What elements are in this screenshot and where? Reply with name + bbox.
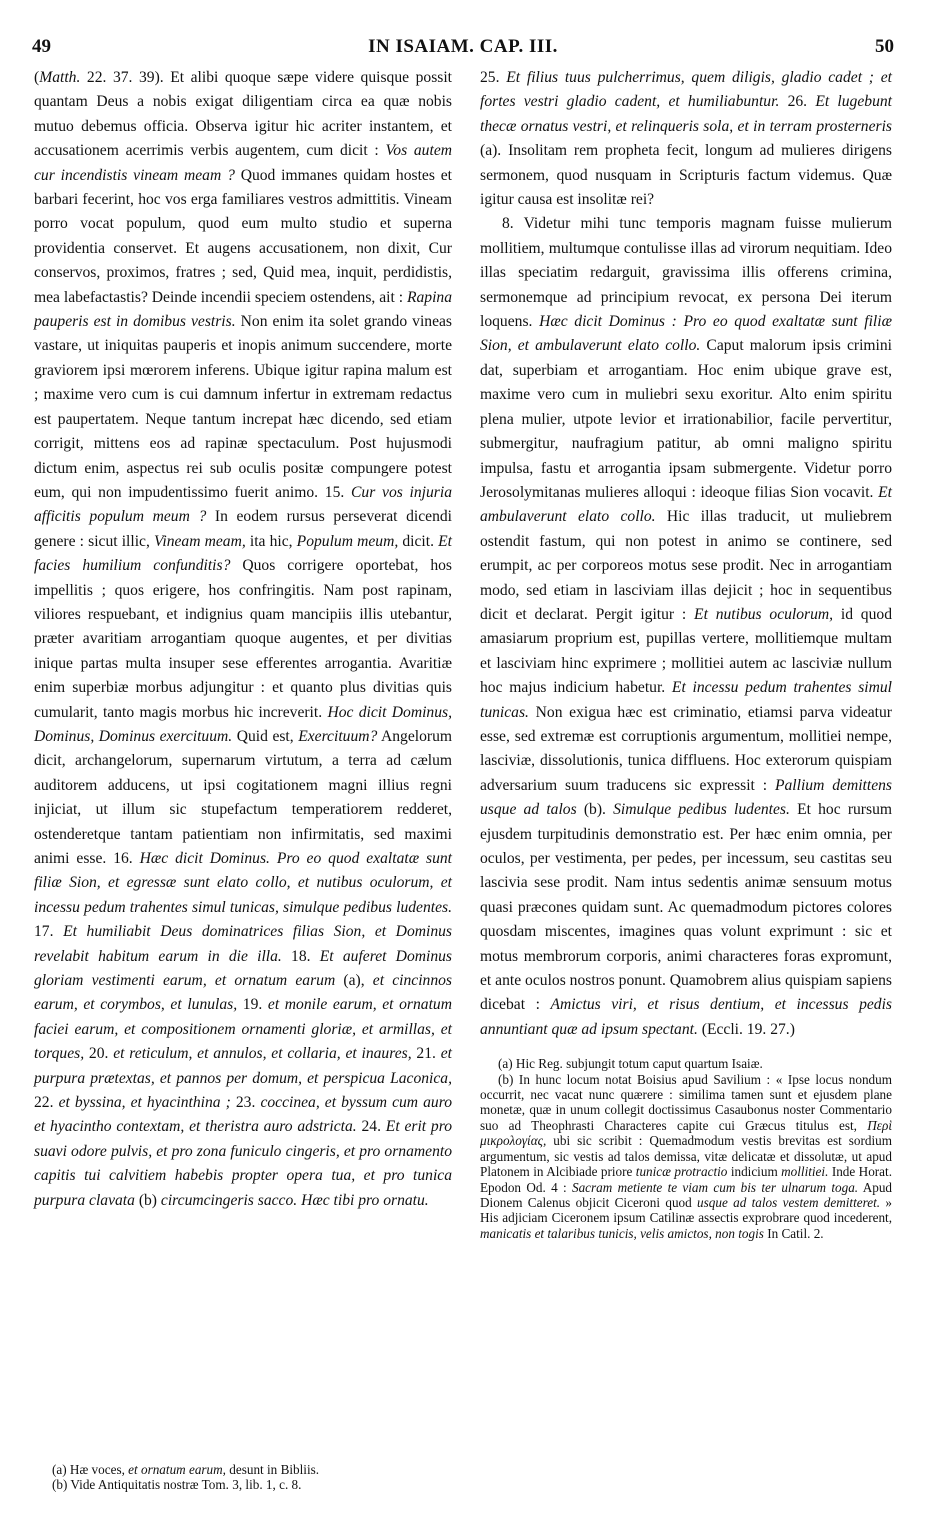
italic-run: Sacram metiente te viam cum bis ter ulnarum toga. — [571, 1179, 859, 1195]
italic-run: circumcingeris sacco. Hæc tibi pro ornatu. — [160, 1191, 429, 1209]
text-run: Apud Dionem Calenus objicit Ciceroni quod — [480, 1179, 893, 1210]
text-run: Non enim ita solet grando vineas vastare, ut iniquitas pauperis et inopis animum succendere, morte graviorem ipsi mœrorem inferens. Ubique igitur rapina malum est ; maxime vero cum is cui damnum infertur in extremam redactus est paupertatem. Neque tantum increpat hæc dicendo, sed etiam corrigit, mittens eos ad rapinæ spectaculum. Post hujusmodi dictum enim, aspectus rei sub oculis positæ compungere potest eum, qui non impudentissimo fuerit animo. 15. — [34, 313, 452, 501]
text-run: In eodem rursus perseverat dicendi genere : sicut illic, — [34, 508, 452, 550]
italic-run: et reticulum, et annulos, et collaria, et inaures, — [113, 1045, 412, 1063]
text-run: indicium — [727, 1164, 782, 1180]
text-run: ubi sic scribit : Quemadmodum vestis brevitas est sordium argumentum, sic vestis ad talos demissa, vitæ delicatæ et dissolutæ, ut apud Platonem in Alcibiade priore — [480, 1133, 892, 1180]
page-number-right: 50 — [875, 36, 894, 57]
text-run: (b) In hunc locum notat Boisius apud Savilium : « Ipse locus nondum occurrit, nec vacat nunc quærere : similima tamen sunt et ejusdem plane monetæ, quæ in unum collegit doctissimus Casaubonus noster Commentario suo ad Theophrasti Characteres capite cui Græcus titulus est, — [480, 1071, 892, 1133]
page-number-left: 49 — [32, 36, 51, 57]
italic-run: Et erit pro suavi odore pulvis, et pro zona funiculo cingeris, et pro ornamento capitis tui calvitiem habebis propter opera tua, et pro tunica purpura clavata — [34, 1118, 452, 1209]
text-run: (b) — [134, 1191, 161, 1209]
italic-run: Περὶ μικρολογίας, — [480, 1117, 892, 1149]
text-run: 8. Videtur mihi tunc temporis magnam fuisse mulierum mollitiem, multumque contulisse illas ad virorum nequitiam. Ideo illas speciatim redarguit, gravissima illis offerens crimina, sermonemque ad principium revocat, ex persona Dei iterum loquens. — [480, 215, 892, 331]
text-run: ita hic, — [245, 532, 297, 550]
right-footnotes — [480, 1056, 892, 1241]
text-run: 18. — [281, 947, 320, 965]
italic-run: Exercituum? — [298, 727, 378, 745]
right-paragraph-1 — [480, 66, 892, 212]
text-run: id quod amasiarum proprium est, pupillas vertere, mollitiemque multam et lasciviam hinc exprimere ; mollitiei autem ac lasciviæ nullum hoc majus indicium habetur. — [480, 605, 892, 697]
text-run: desunt in Bibliis. — [225, 1462, 320, 1477]
italic-run: Et nutibus oculorum, — [694, 605, 834, 623]
text-run: 22. 37. 39). Et alibi quoque sæpe videre quisque possit quantam Deus a nobis exigat diligentiam circa ea quæ nobis mutuo debemus officia. Observa igitur hic acriter instantem, et accusationem acerrimis verbis augentem, cum dicit : — [34, 69, 452, 160]
text-run: 26. — [779, 93, 816, 111]
italic-run: et monile earum, et ornatum faciei earum, et compositionem ornamenti gloriæ, et armillas, et torques, — [34, 996, 452, 1063]
italic-run: manicatis et talaribus tunicis, velis amictos, non togis — [480, 1225, 764, 1241]
italic-run: Et filius tuus pulcherrimus, quem diligis, gladio cadet ; et fortes vestri gladio cadent, et humiliabuntur. — [480, 69, 892, 111]
text-run: dicit. — [398, 532, 439, 550]
text-run: 17. — [34, 923, 64, 941]
italic-run: Et lugebunt thecæ ornatus vestri, et relinqueris sola, et in terram prosterneris — [480, 93, 892, 135]
text-run: 20. — [84, 1045, 114, 1063]
italic-run: Matth. — [39, 69, 81, 86]
text-run: (a) Hæ voces, — [52, 1462, 129, 1477]
italic-run: Simulque pedibus ludentes. — [613, 801, 790, 819]
italic-run: Pallium demittens usque ad talos — [480, 776, 892, 819]
text-run: 22. — [34, 1094, 59, 1112]
footnote-a-right — [480, 1056, 892, 1071]
left-column — [34, 66, 452, 1213]
footnote-b-right — [480, 1072, 892, 1241]
footnote-b-left — [34, 1477, 452, 1492]
italic-run: et cincinnos earum, et corymbos, et lunulas, — [34, 972, 452, 1014]
text-run: ( — [34, 69, 40, 86]
text-run: (Eccli. 19. 27.) — [697, 1020, 795, 1038]
text-run: In Catil. 2. — [763, 1225, 824, 1241]
text-run: Quid est, — [232, 727, 299, 745]
italic-run: usque ad talos vestem demitteret. — [697, 1194, 881, 1210]
italic-run: Rapina pauperis est in domibus vestris. — [34, 288, 452, 331]
italic-run: Et ambulaverunt elato collo. — [480, 483, 892, 526]
page-header — [32, 36, 894, 62]
text-run: Et hoc rursum ejusdem turpitudinis demonstratio est. Per hæc enim omnia, per oculos, per vestimenta, per pedes, per incessum, seu castitas seu lascivia sese prodit. Nam intus sedentis animæ sensuum motus quasi præcones quidam sunt. Ac quemadmodum pictores colores quosdam miscentes, imagines quas volunt exprimunt : sic et motus membrorum corporis, animi characteres foras expromunt, et ante oculos nostros ponunt. Quamobrem alius quispiam sapiens dicebat : — [480, 801, 892, 1014]
text-run: Quos corrigere oportebat, hos impellitis ; quos erigere, hos confringitis. Nam post rapinam, viliores respuebant, et indignius quam mancipiis illis utebantur, præter avaritiam arrogantiam quoque augentes, et per divitias inique partas multa insuper sese efferentes arrogantia. Avaritiæ enim superbiæ morbus adjungitur : et quanto plus divitias quis cumularit, tanto magis morbus hic increverit. — [34, 557, 452, 721]
text-run: (b) Vide Antiquitatis nostræ Tom. 3, lib. 1, c. 8. — [52, 1477, 302, 1493]
text-run: Inde Horat. Epodon Od. 4 : — [480, 1164, 892, 1195]
italic-run: Et facies humilium confunditis? — [34, 532, 452, 575]
italic-run: Vineam meam, — [154, 532, 246, 550]
text-run: 23. — [230, 1094, 261, 1112]
text-run: 24. — [356, 1118, 386, 1136]
italic-run: Hæc dicit Dominus. Pro eo quod exaltatæ sunt filiæ Sion, et egressæ sunt elato collo, et nutibus oculorum, et incessu pedum trahentes simul tunicas, simulque pedibus ludentes. — [34, 850, 453, 916]
text-run: Hic illas traducit, ut muliebrem ostendit fastum, qui non potest in animo se continere, sed erumpit, ac per corporeos motus sese prodit. Nec in arrogantiam modo, sed etiam in lasciviam illas dejicit ; hoc in sequentibus dicit et declarat. Pergit igitur : — [480, 508, 892, 623]
running-title: IN ISAIAM. CAP. III. — [368, 36, 558, 57]
italic-run: Cur vos injuria afficitis populum meum ? — [34, 483, 453, 526]
text-run: Angelorum dicit, archangelorum, supernarum virtutum, a terra ad cælum auditorem adducens, ut ipsi cogitationem magni illius regni injiciat, ut illum sic stupefactum temperatiorem redderet, ostenderetque tantam patientiam non infirmitatis, sed maximi animi esse. 16. — [34, 727, 453, 867]
text-run: 21. — [411, 1045, 441, 1063]
footnote-a-left — [34, 1462, 452, 1477]
italic-run: Hoc dicit Dominus, Dominus, Dominus exercituum. — [34, 703, 452, 745]
italic-run: et ornatum earum, — [128, 1462, 226, 1477]
italic-run: Vos autem cur incendistis vineam meam ? — [34, 142, 452, 184]
text-run: (a). Insolitam rem propheta fecit, longum ad mulieres dirigens sermonem, quod nusquam in Scripturis factum videmus. Quæ igitur causa est insolitæ rei? — [480, 142, 892, 209]
italic-run: mollitiei. — [781, 1164, 829, 1180]
italic-run: Et auferet Dominus gloriam vestimenti earum, et ornatum earum — [34, 947, 453, 990]
text-run: (a) Hic Reg. subjungit totum caput quartum Isaiæ. — [498, 1056, 763, 1072]
right-column — [480, 66, 892, 1241]
italic-run: Et humiliabit Deus dominatrices filias Sion, et Dominus revelabit habitum earum in die illa. — [34, 923, 452, 965]
text-run: 25. — [480, 69, 507, 86]
text-run: (b). — [576, 801, 614, 819]
italic-run: Et incessu pedum trahentes simul tunicas. — [480, 679, 892, 721]
italic-run: Amictus viri, et risus dentium, et incessus pedis annuntiant quæ ad ipsum spectant. — [480, 996, 892, 1038]
italic-run: coccinea, et byssum cum auro et hyacintho contextam, et theristra auro adstricta. — [34, 1094, 453, 1136]
italic-run: Populum meum, — [296, 532, 399, 550]
right-paragraph-2 — [480, 212, 892, 1042]
text-run: 19. — [237, 996, 268, 1014]
text-run: Quod immanes quidam hostes et barbari fecerint, hoc vos erga familiares vestros admittitis. Vineam porro vocat populum, quod eum multo studio et superna providentia conservet. Et augens accusationem, non dixit, Cur conservos, proximos, fratres ; sed, Quid mea, inquit, perdidistis, mea labefactastis? Deinde incendii speciem ostendens, ait : — [34, 166, 452, 306]
left-column-text — [34, 66, 452, 1213]
text-run: » His adjiciam Ciceronem ipsum Catilinæ assectis exprobrare quod incederent, — [480, 1194, 892, 1226]
italic-run: et purpura prætextas, et pannos per domum, et perspicua Laconica, — [34, 1045, 452, 1087]
text-run: Caput malorum ipsis crimini dat, superbiam et arrogantiam. Hoc enim ubique grave est, maxime vero cum in muliebri sexu exoritur. Alto enim spiritu plena mulier, utpote levior et irrationabilior, facile pervertitur, submergitur, naufragium patitur, ab omni maligno spiritu impulsa, fastu et arrogantia ipsam submergente. Videtur porro Jerosolymitanas mulieres alloqui : ideoque filias Sion vocavit. — [480, 337, 892, 501]
italic-run: et byssina, et hyacinthina ; — [58, 1094, 231, 1112]
text-run: Non exigua hæc est criminatio, etiamsi parva videatur esse, sed extremæ est corruptionis argumentum, mollitiei nempe, lasciviæ, dissolutionis, tunica diffluens. Hoc exterorum quispiam adversarium suum traducens sic expressit : — [480, 703, 892, 794]
text-run: (a), — [335, 972, 373, 990]
left-footnotes — [34, 1462, 452, 1493]
italic-run: Hæc dicit Dominus : Pro eo quod exaltatæ sunt filiæ Sion, et ambulaverunt elato collo. — [480, 313, 892, 355]
italic-run: tunicæ protractio — [635, 1164, 728, 1180]
